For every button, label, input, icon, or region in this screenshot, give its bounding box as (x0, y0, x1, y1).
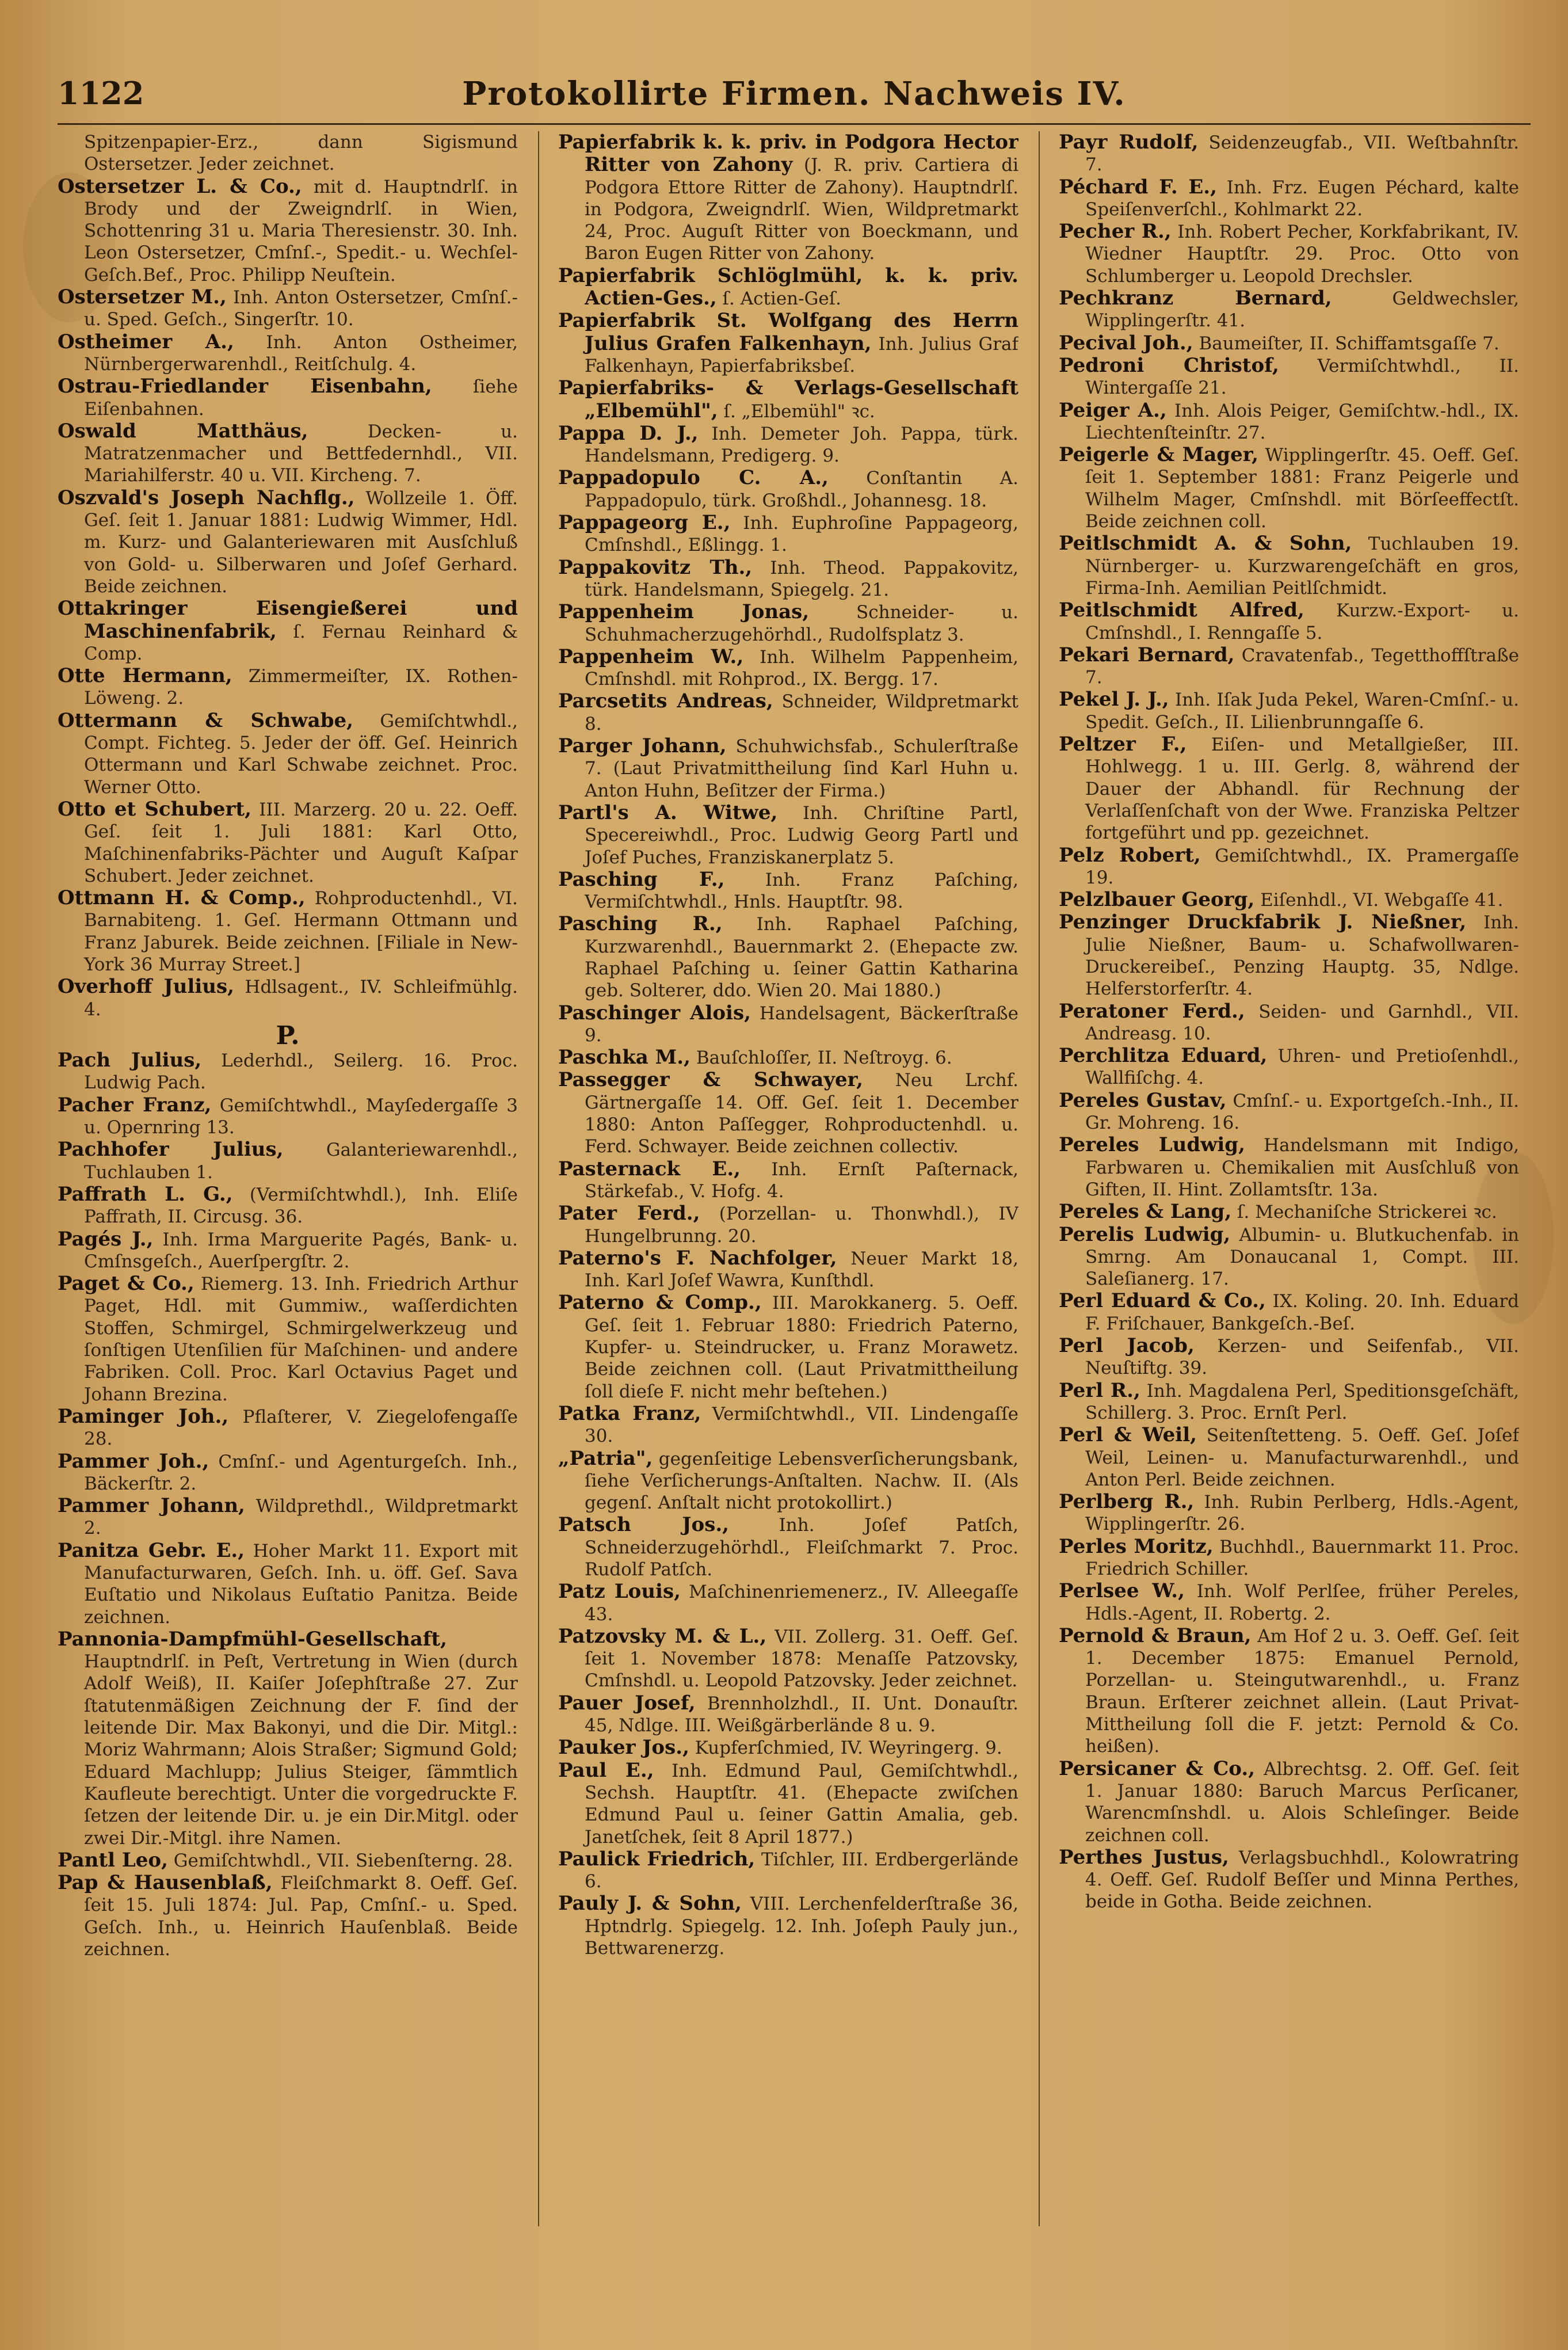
firm-name: Perchlitza Eduard, (1059, 1044, 1268, 1068)
firm-name: Patzovsky M. & L., (558, 1624, 767, 1648)
firm-name: Papierfabrik St. Wolfgang des Herrn Julius Grafen Falkenhayn, (558, 309, 1018, 355)
firm-name: Peitlschmidt Alfred, (1059, 599, 1304, 622)
firm-description: Cmſnſ.- und Agenturgeſch. Inh., Bäckerſtr. 2. (84, 1451, 518, 1494)
directory-entry (1059, 444, 1519, 532)
firm-description: ſ. „Elbemühl" ꝛc. (723, 401, 875, 422)
directory-entry (558, 377, 1018, 422)
firm-name: Parcsetits Andreas, (558, 690, 773, 713)
firm-name: Perl & Weil, (1059, 1423, 1197, 1447)
firm-name: Perelis Ludwig, (1059, 1222, 1231, 1246)
firm-description: III. Marzerg. 20 u. 22. Oeff. Geſ. ſeit 1. Juli 1881: Karl Otto, Maſchinenfabriks-Pächter und Auguſt Kaſpar Schubert. Jeder zeichnet. (84, 799, 518, 886)
directory-entry (58, 1228, 518, 1273)
firm-name: Paget & Co., (58, 1272, 194, 1296)
firm-description: Kerzen- und Seifenfab., VII. Neuſtiftg. 39. (1085, 1336, 1519, 1379)
firm-description: Inh. Chriſtine Partl, Specereiwhdl., Proc. Ludwig Georg Partl und Joſef Puches, Franziskanerplatz 5. (585, 802, 1018, 868)
firm-description: Handelsmann mit Indigo, Farbwaren u. Chemikalien mit Ausſchluß von Giften, II. Hint. Zollamtsſtr. 13a. (1085, 1135, 1519, 1200)
directory-entry (1059, 399, 1519, 444)
firm-description: Neuer Markt 18, Inh. Karl Joſef Wawra, Kunſthdl. (585, 1248, 1018, 1292)
directory-entry (558, 310, 1018, 377)
page-number: 1122 (58, 75, 144, 112)
firm-description: Pflaſterer, V. Ziegelofengaſſe 28. (84, 1406, 518, 1450)
firm-name: Pannonia-Dampfmühl-Gesellschaft, (58, 1627, 447, 1651)
directory-entry (58, 665, 518, 710)
directory-entry (58, 597, 518, 665)
firm-description: Inh. Theod. Pappakovitz, türk. Handelsmann, Spiegelg. 21. (585, 557, 1018, 600)
firm-description: Albrechtsg. 2. Off. Geſ. ſeit 1. Januar 1880: Baruch Marcus Perſicaner, Warencmſnshdl. u. Alois Schleſinger. Beide zeichnen coll. (1085, 1758, 1519, 1846)
firm-description: Eiſen- und Metallgießer, III. Hohlwegg. 1 u. III. Gerlg. 8, während der Dauer der Abhandl. für Rechnung der Verlaſſenſchaft von der Wwe. Franziska Peltzer fortgeführt und pp. gezeichnet. (1085, 734, 1519, 844)
directory-entry (558, 512, 1018, 557)
firm-description: Inh. Edmund Paul, Gemiſchtwhdl., Sechsh. Hauptſtr. 41. (Ehepacte zwiſchen Edmund Paul u. ſeiner Gattin Amalia, geb. Janetſchek, ſeit 8 April 1877.) (585, 1760, 1018, 1848)
directory-entry (558, 557, 1018, 601)
directory-entry (1059, 1758, 1519, 1846)
directory-entry (1059, 688, 1519, 733)
directory-entry (58, 710, 518, 798)
firm-name: Paul E., (558, 1758, 654, 1782)
firm-description: Gemiſchtwhdl., Compt. Fichteg. 5. Jeder der öff. Geſ. Heinrich Ottermann und Karl Schwabe zeichnet. Proc. Werner Otto. (84, 710, 518, 798)
firm-name: Otto et Schubert, (58, 797, 251, 821)
firm-description: Hoher Markt 11. Export mit Manufacturwaren, Geſch. Inh. u. öff. Geſ. Sava Euſtatio und Nikolaus Euſtatio Panitza. Beide zeichnen. (84, 1540, 518, 1628)
firm-description: Inh. Rubin Perlberg, Hdls.-Agent, Wipplingerſtr. 26. (1085, 1492, 1519, 1535)
firm-description: ſ. Mechaniſche Strickerei ꝛc. (1237, 1202, 1497, 1223)
firm-description: Zimmermeiſter, IX. Rothen-Löweng. 2. (84, 666, 518, 709)
firm-name: Paminger Joh., (58, 1404, 229, 1428)
directory-entry (58, 1273, 518, 1406)
directory-entry (58, 176, 518, 286)
directory-entry (558, 735, 1018, 802)
running-title: Protokollirte Firmen. Nachweis IV. (462, 75, 1126, 113)
firm-description: (Vermiſchtwhdl.), Inh. Eliſe Paffrath, II. Circusg. 36. (84, 1184, 518, 1228)
directory-entry (1059, 1224, 1519, 1290)
firm-name: Patsch Jos., (558, 1513, 730, 1537)
directory-entry (558, 1580, 1018, 1625)
firm-name: Perl Jacob, (1059, 1334, 1195, 1358)
firm-description: Inh. Demeter Joh. Pappa, türk. Handelsmann, Predigerg. 9. (585, 423, 1018, 467)
directory-entry (58, 1628, 518, 1849)
firm-name: Oswald Matthäus, (58, 419, 308, 443)
directory-entry (58, 420, 518, 487)
directory-entry (1059, 1424, 1519, 1491)
firm-name: Patka Franz, (558, 1401, 701, 1425)
firm-description: Rohproductenhdl., VI. Barnabiteng. 1. Geſ. Hermann Ottmann und Franz Jaburek. Beide zeichnen. [Filiale in New-York 36 Murray Street.] (84, 888, 518, 975)
firm-description: Baumeiſter, II. Schiffamtsgaſſe 7. (1199, 333, 1500, 354)
firm-description: Seiden- und Garnhdl., VII. Andreasg. 10. (1085, 1001, 1519, 1044)
firm-name: „Patria", (558, 1446, 653, 1470)
directory-entry (558, 1736, 1018, 1759)
firm-description: Vermiſchtwhdl., VII. Lindengaſſe 30. (585, 1403, 1018, 1447)
firm-name: Pappenheim Jonas, (558, 600, 810, 624)
firm-description: Inh. Raphael Paſching, Kurzwarenhdl., Bauernmarkt 2. (Ehepacte zw. Raphael Paſching u. ſeiner Gattin Katharina geb. Solterer, ddo. Wien 20. Mai 1880.) (585, 914, 1018, 1001)
directory-entry (558, 1002, 1018, 1047)
column-divider (538, 131, 539, 2226)
firm-description: Inh. Alois Peiger, Gemiſchtw.-hdl., IX. Liechtenſteinſtr. 27. (1085, 400, 1519, 443)
firm-description: Inh. Franz Paſching, Vermiſchtwhdl., Hnls. Hauptſtr. 98. (585, 869, 1018, 913)
firm-name: Paschinger Alois, (558, 1001, 751, 1024)
directory-entry (1059, 889, 1519, 911)
firm-name: Ostrau-Friedlander Eisenbahn, (58, 375, 432, 398)
section-letter: P. (276, 1020, 300, 1050)
firm-description: Bauſchloſſer, II. Neſtroyg. 6. (696, 1048, 952, 1069)
firm-name: Pachhofer Julius, (58, 1138, 284, 1161)
firm-name: Pappadopulo C. A., (558, 466, 829, 490)
directory-entry (58, 1406, 518, 1450)
directory-entry (558, 1202, 1018, 1247)
firm-name: Pappa D. J., (558, 421, 699, 445)
directory-entry (1059, 1134, 1519, 1201)
firm-name: Pekari Bernard, (1059, 643, 1235, 666)
firm-name: Pasching F., (558, 867, 725, 891)
firm-name: Peigerle & Mager, (1059, 443, 1258, 467)
directory-entry (58, 1094, 518, 1139)
directory-entry (558, 467, 1018, 512)
directory-entry (558, 869, 1018, 913)
directory-entry (1059, 1625, 1519, 1758)
firm-name: Pasching R., (558, 912, 723, 936)
firm-description: Lederhdl., Seilerg. 16. Proc. Ludwig Pach. (84, 1050, 518, 1094)
firm-name: Pedroni Christof, (1059, 353, 1279, 377)
directory-entry (58, 887, 518, 976)
firm-name: Perthes Justus, (1059, 1845, 1229, 1869)
firm-description: Seidenzeugfab., VII. Weſtbahnſtr. 7. (1085, 132, 1519, 176)
firm-name: Péchard F. E., (1059, 175, 1217, 199)
directory-entry (1059, 1846, 1519, 1913)
directory-entry (58, 1849, 518, 1872)
firm-name: Parger Johann, (558, 734, 727, 758)
directory-entry (558, 913, 1018, 1001)
directory-entry (58, 1872, 518, 1960)
directory-entry (558, 802, 1018, 869)
directory-entry (58, 375, 518, 420)
firm-description: Galanteriewarenhdl., Tuchlauben 1. (84, 1140, 518, 1183)
directory-entry (1059, 220, 1519, 287)
directory-entry (558, 1247, 1018, 1292)
firm-description: Neu Lrchf. Gärtnergaſſe 14. Off. Geſ. ſeit 1. December 1880: Anton Paſſegger, Rohproductenhdl. u. Ferd. Schwayer. Beide zeichnen collectiv. (585, 1070, 1018, 1157)
firm-description: Uhren- und Pretioſenhdl., Wallfiſchg. 4. (1085, 1046, 1519, 1089)
firm-description: Schuhwichsfab., Schulerſtraße 7. (Laut Privatmittheilung ſind Karl Huhn u. Anton Huhn, Beſitzer der Firma.) (585, 736, 1018, 801)
firm-name: Papierfabrik k. k. priv. in Podgora Hector Ritter von Zahony (558, 131, 1018, 177)
firm-name: Pammer Johann, (58, 1494, 245, 1518)
directory-entry (558, 1403, 1018, 1448)
firm-description: Inh. Anton Ostersetzer, Cmſnſ.- u. Sped. Geſch., Singerſtr. 10. (84, 287, 518, 330)
directory-entry (58, 331, 518, 376)
directory-entry (1059, 1290, 1519, 1335)
firm-description: Cravatenfab., Tegetthoffſtraße 7. (1085, 645, 1519, 688)
firm-name: Peitlschmidt A. & Sohn, (1059, 532, 1352, 555)
directory-entry (1059, 1380, 1519, 1425)
directory-entry (558, 1046, 1018, 1069)
directory-entry (558, 1158, 1018, 1203)
directory-entry (1059, 355, 1519, 399)
firm-name: Peiger A., (1059, 398, 1167, 422)
firm-name: Perl R., (1059, 1378, 1140, 1402)
firm-description: Inh. Julius Graf Falkenhayn, Papierfabriksbeſ. (585, 333, 1018, 376)
firm-name: Pereles Ludwig, (1059, 1133, 1245, 1157)
firm-name: Pap & Hausenblaß, (58, 1871, 273, 1895)
firm-name: Peratoner Ferd., (1059, 999, 1245, 1023)
directory-entry (58, 1138, 518, 1183)
firm-name: Panitza Gebr. E., (58, 1538, 245, 1562)
firm-description: Brennholzhdl., II. Unt. Donauſtr. 45, Ndlge. III. Weißgärberlände 8 u. 9. (585, 1693, 1018, 1736)
firm-description: Inh. Ernſt Paſternack, Stärkefab., V. Hofg. 4. (585, 1159, 1018, 1202)
directory-entry (1059, 644, 1519, 689)
directory-entry (58, 976, 518, 1020)
firm-description: Geldwechsler, Wipplingerſtr. 41. (1085, 288, 1519, 332)
firm-name: Pauly J. & Sohn, (558, 1892, 742, 1915)
firm-description: Fleiſchmarkt 8. Oeff. Geſ. ſeit 15. Juli 1874: Jul. Pap, Cmſnſ.- u. Sped. Geſch. Inh., u. Heinrich Hauſenblaß. Beide zeichnen. (84, 1873, 518, 1960)
firm-description: Conſtantin A. Pappadopulo, türk. Großhdl., Johannesg. 18. (585, 468, 1018, 511)
firm-name: Passegger & Schwayer, (558, 1068, 863, 1092)
directory-entry (58, 487, 518, 597)
directory-entry (1059, 1491, 1519, 1536)
firm-name: Pereles Gustav, (1059, 1088, 1227, 1112)
firm-name: Oszvald's Joseph Nachflg., (58, 486, 355, 509)
column-1 (58, 131, 518, 2226)
firm-description: Handelsagent, Bäckerſtraße 9. (585, 1003, 1018, 1046)
column-2 (558, 131, 1018, 2226)
directory-entry (558, 422, 1018, 467)
directory-entry (1059, 599, 1519, 644)
firm-description: Kurzw.-Export- u. Cmſnshdl., I. Renngaſſe 5. (1085, 600, 1519, 643)
firm-description: Wollzeile 1. Öff. Geſ. ſeit 1. Januar 1881: Ludwig Wimmer, Hdl. m. Kurz- und Galanteriewaren mit Ausſchluß von Gold- u. Silberwaren und Joſef Gerhard. Beide zeichnen. (84, 487, 518, 597)
firm-description: ſ. Actien-Geſ. (722, 288, 842, 310)
firm-description: Gemiſchtwhdl., IX. Pramergaſſe 19. (1085, 845, 1519, 888)
firm-description: Gemiſchtwhdl., VII. Siebenſterng. 28. (173, 1850, 513, 1871)
directory-entry (558, 1514, 1018, 1580)
directory-entry (58, 1540, 518, 1628)
column-divider (1039, 131, 1040, 2226)
directory-entry (1059, 287, 1519, 332)
firm-name: Pauer Josef, (558, 1691, 696, 1715)
firm-name: Pechkranz Bernard, (1059, 287, 1332, 310)
firm-name: Pappageorg E., (558, 511, 731, 535)
firm-description: Seitenſtetteng. 5. Oeff. Geſ. Joſef Weil, Leinen- u. Manufacturwarenhdl., und Anton Perl. Beide zeichnen. (1085, 1425, 1519, 1490)
firm-name: Papierfabrik Schlöglmühl, k. k. priv. Actien-Ges., (558, 264, 1018, 310)
firm-description: Maſchinenriemenerz., IV. Alleegaſſe 43. (585, 1582, 1018, 1625)
directory-entry (1059, 131, 1519, 176)
firm-description: Inh. Euphroſine Pappageorg, Cmſnshdl., Eßlingg. 1. (585, 513, 1018, 556)
directory-entry (1059, 1000, 1519, 1045)
firm-name: Pecival Joh., (1059, 331, 1193, 355)
directory-entry (1059, 1201, 1519, 1223)
firm-name: Patz Louis, (558, 1580, 681, 1604)
firm-description: VIII. Lerchenfelderſtraße 36, Hptndrlg. Spiegelg. 12. Inh. Joſeph Pauly jun., Bettwarenerzg. (585, 1894, 1018, 1959)
firm-description: Hdlsagent., IV. Schleifmühlg. 4. (84, 977, 518, 1020)
directory-entry (558, 646, 1018, 691)
firm-description: Hauptndrlſ. in Peſt, Vertretung in Wien (durch Adolf Weiß), II. Kaiſer Joſephſtraße 27. Zur ſtatutenmäßigen Zeichnung der F. ſind der leitende Dir. Max Bakonyi, und die Dir. Mitgl.: Moriz Wahrmann; Alois Straßer; Sigmund Gold; Eduard Machlupp; Julius Steiger, ſämmtlich Kaufleute berechtigt. Unter die vorgedruckte F. ſetzen der leitende Dir. u. je ein Dir.Mitgl. oder zwei Dir.-Mitgl. ihre Namen. (84, 1651, 518, 1849)
firm-name: Perlberg R., (1059, 1490, 1195, 1514)
directory-entry (558, 1759, 1018, 1848)
directory-entry (58, 286, 518, 331)
firm-description: Buchhdl., Bauernmarkt 11. Proc. Friedrich Schiller. (1085, 1536, 1519, 1579)
firm-name: Paulick Friedrich, (558, 1847, 756, 1871)
directory-entry (58, 1495, 518, 1540)
firm-description: Inh. Julie Nießner, Baum- u. Schafwollwaren-Druckereibeſ., Penzing Hauptg. 35, Ndlge. Helferstorferſtr. 4. (1085, 912, 1519, 1000)
firm-name: Pekel J. J., (1059, 688, 1169, 711)
firm-name: Paterno's F. Nachfolger, (558, 1246, 837, 1270)
firm-name: Ostheimer A., (58, 330, 234, 353)
directory-entry (1059, 911, 1519, 1000)
firm-description: Inh. Anton Ostheimer, Nürnbergerwarenhdl., Reitſchulg. 4. (84, 332, 518, 375)
directory-entry (58, 798, 518, 887)
firm-description: Inh. Frz. Eugen Péchard, kalte Speiſenverſchl., Kohlmarkt 22. (1085, 177, 1519, 220)
firm-name: Pammer Joh., (58, 1449, 209, 1473)
firm-name: Pasternack E., (558, 1157, 741, 1180)
directory-entry (558, 1625, 1018, 1692)
firm-description: Tuchlauben 19. Nürnberger- u. Kurzwarengeſchäft en gros, Firma-Inh. Aemilian Peitlſchmidt. (1085, 534, 1519, 599)
firm-description: Eiſenhdl., VI. Webgaſſe 41. (1260, 890, 1504, 911)
firm-description: Riemerg. 13. Inh. Friedrich Arthur Paget, Hdl. mit Gummiw., waſſerdichten Stoffen, Schmirgel, Schmirgelwerkzeug und ſonſtigen Utenſilien für Maſchinen- und andere Fabriken. Coll. Proc. Karl Octavius Paget und Johann Brezina. (84, 1274, 518, 1405)
firm-description: Inh. Robert Pecher, Korkfabrikant, IV. Wiedner Hauptſtr. 29. Proc. Otto von Schlumberger u. Leopold Drechsler. (1085, 222, 1519, 287)
firm-description: mit d. Hauptndrlſ. in Brody und der Zweigndrlſ. in Wien, Schottenring 31 u. Maria Theresienstr. 30. Inh. Leon Ostersetzer, Cmſnſ.-, Spedit.- u. Wechſel-Geſch.Bef., Proc. Philipp Neuſtein. (84, 176, 518, 285)
directory-entry (558, 1069, 1018, 1157)
firm-name: Ottakringer Eisengießerei und Maschinenfabrik, (58, 597, 518, 643)
firm-description: (J. R. priv. Cartiera di Podgora Ettore Ritter de Zahony). Hauptndrlſ. in Podgora, Zweigndrlſ. Wien, Wildpretmarkt 24, Proc. Auguſt Ritter von Boeckmann, und Baron Eugen Ritter von Zahony. (585, 155, 1018, 264)
firm-description: Verlagsbuchhdl., Kolowratring 4. Oeff. Geſ. Rudolf Beſſer und Minna Perthes, beide in Gotha. Beide zeichnen. (1085, 1847, 1519, 1913)
page-header (58, 75, 1531, 115)
directory-entry (558, 1892, 1018, 1959)
firm-description: ſ. Fernau Reinhard & Comp. (84, 621, 518, 664)
firm-description: gegenſeitige Lebensverſicherungsbank, ſiehe Verſicherungs-Anſtalten. Nachw. II. (Als gegenſ. Anſtalt nicht protokollirt.) (585, 1448, 1018, 1514)
continued-entry-text: Spitzenpapier-Erz., dann Sigismund Ostersetzer. Jeder zeichnet. (84, 132, 518, 175)
column-3 (1059, 131, 1519, 2226)
firm-name: Pagés J., (58, 1227, 154, 1251)
directory-entry (1059, 844, 1519, 889)
firm-description: Inh. Wolf Perlſee, früher Pereles, Hdls.-Agent, II. Robertg. 2. (1085, 1581, 1519, 1624)
directory-entry (58, 1049, 518, 1094)
firm-name: Pereles & Lang, (1059, 1200, 1232, 1224)
firm-name: Penzinger Druckfabrik J. Nießner, (1059, 911, 1467, 934)
firm-name: Pappakovitz Th., (558, 555, 753, 579)
firm-name: Perles Moritz, (1059, 1534, 1214, 1558)
firm-description: Schneider- u. Schuhmacherzugehörhdl., Rudolfsplatz 3. (585, 602, 1018, 645)
firm-name: Pach Julius, (58, 1049, 202, 1072)
firm-name: Paschka M., (558, 1046, 690, 1069)
directory-entry (558, 265, 1018, 310)
directory-entry (558, 690, 1018, 735)
firm-name: Pelz Robert, (1059, 843, 1201, 867)
directory-entry (1059, 1335, 1519, 1380)
firm-description: Kupferſchmied, IV. Weyringerg. 9. (695, 1738, 1002, 1759)
firm-description: IX. Koling. 20. Inh. Eduard F. Friſchauer, Bankgeſch.-Beſ. (1085, 1291, 1519, 1334)
firm-description: Cmſnſ.- u. Exportgeſch.-Inh., II. Gr. Mohreng. 16. (1085, 1090, 1519, 1134)
text-columns (58, 131, 1531, 2226)
firm-description: VII. Zollerg. 31. Oeff. Geſ. ſeit 1. November 1878: Menaſſe Patzovsky, Cmſnshdl. u. Leopold Patzovsky. Jeder zeichnet. (585, 1626, 1018, 1692)
firm-description: Tiſchler, III. Erdbergerlände 6. (585, 1849, 1018, 1892)
firm-description: Wipplingerſtr. 45. Oeff. Geſ. ſeit 1. September 1881: Franz Peigerle und Wilhelm Mager, Cmſnshdl. mit Börſeeffectſt. Beide zeichnen coll. (1085, 445, 1519, 532)
directory-entry (558, 1848, 1018, 1893)
firm-description: Wildprethdl., Wildpretmarkt 2. (84, 1496, 518, 1539)
firm-description: Inh. Wilhelm Pappenheim, Cmſnshdl. mit Rohprod., IX. Bergg. 17. (585, 646, 1018, 690)
firm-description: ſiehe Eiſenbahnen. (84, 376, 518, 420)
firm-description: Inh. Joſef Patſch, Schneiderzugehörhdl., Fleiſchmarkt 7. Proc. Rudolf Patſch. (585, 1515, 1018, 1580)
firm-description: Vermiſchtwhdl., II. Wintergaſſe 21. (1085, 355, 1519, 399)
directory-entry (1059, 176, 1519, 221)
directory-entry (1059, 1536, 1519, 1580)
directory-entry (558, 131, 1018, 265)
firm-name: Pernold & Braun, (1059, 1624, 1252, 1647)
directory-entry (58, 1450, 518, 1495)
firm-name: Paffrath L. G., (58, 1182, 233, 1206)
firm-name: Pelzlbauer Georg, (1059, 888, 1255, 912)
firm-name: Partl's A. Witwe, (558, 801, 778, 824)
directory-entry (1059, 1580, 1519, 1625)
firm-description: Inh. Iſak Juda Pekel, Waren-Cmſnſ.- u. Spedit. Geſch., II. Lilienbrunngaſſe 6. (1085, 690, 1519, 733)
directory-entry (58, 1183, 518, 1228)
firm-description: Inh. Magdalena Perl, Speditionsgeſchäft, Schillerg. 3. Proc. Ernſt Perl. (1085, 1380, 1519, 1423)
directory-entry (1059, 332, 1519, 355)
firm-name: Ottmann H. & Comp., (58, 886, 306, 910)
firm-description: (Porzellan- u. Thonwhdl.), IV Hungelbrunng. 20. (585, 1203, 1018, 1247)
firm-name: Pecher R., (1059, 220, 1172, 243)
firm-name: Papierfabriks- & Verlags-Gesellschaft „Elbemühl", (558, 376, 1018, 422)
firm-name: Pater Ferd., (558, 1202, 700, 1225)
directory-entry (558, 1692, 1018, 1737)
firm-name: Persicaner & Co., (1059, 1757, 1256, 1780)
firm-name: Ottermann & Schwabe, (58, 709, 353, 732)
directory-entry (1059, 733, 1519, 844)
directory-entry (1059, 1090, 1519, 1134)
firm-description: Decken- u. Matratzenmacher und Bettfedernhdl., VII. Mariahilferstr. 40 u. VII. Kircheng. 7. (84, 421, 518, 486)
directory-entry (1059, 532, 1519, 599)
firm-name: Pacher Franz, (58, 1093, 212, 1117)
firm-description: Schneider, Wildpretmarkt 8. (585, 691, 1018, 734)
firm-name: Payr Rudolf, (1059, 131, 1199, 154)
firm-description: Albumin- u. Blutkuchenfab. in Smrng. Am Donaucanal 1, Compt. III. Saleſianerg. 17. (1085, 1224, 1519, 1290)
firm-name: Perl Eduard & Co., (1059, 1289, 1266, 1313)
firm-name: Otte Hermann, (58, 664, 232, 688)
firm-name: Ostersetzer M., (58, 285, 227, 309)
directory-entry (1059, 1045, 1519, 1090)
firm-name: Paterno & Comp., (558, 1291, 762, 1315)
firm-description: Am Hof 2 u. 3. Oeff. Geſ. ſeit 1. December 1875: Emanuel Pernold, Porzellan- u. Steingutwarenhdl., u. Franz Braun. Erſterer zeichnet allein. (Laut Privat-Mittheilung ſoll die F. jetzt: Pernold & Co. heißen). (1085, 1625, 1519, 1757)
firm-name: Peltzer F., (1059, 733, 1187, 756)
header-rule (58, 123, 1531, 125)
firm-description: III. Marokkanerg. 5. Oeff. Geſ. ſeit 1. Februar 1880: Friedrich Paterno, Kupfer- u. Steindrucker, u. Franz Morawetz. Beide zeichnen coll. (Laut Privatmittheilung ſoll dieſe F. nicht mehr beſtehen.) (585, 1293, 1018, 1402)
firm-name: Perlsee W., (1059, 1579, 1185, 1603)
firm-description: Gemiſchtwhdl., Mayſedergaſſe 3 u. Opernring 13. (84, 1095, 518, 1138)
firm-name: Pantl Leo, (58, 1848, 168, 1872)
firm-description: Inh. Irma Marguerite Pagés, Bank- u. Cmſnsgeſch., Auerſpergſtr. 2. (84, 1229, 518, 1272)
directory-entry (558, 1448, 1018, 1514)
directory-entry (558, 601, 1018, 646)
firm-name: Pauker Jos., (558, 1736, 689, 1759)
directory-entry (558, 1292, 1018, 1402)
firm-name: Overhoff Julius, (58, 975, 234, 999)
firm-name: Ostersetzer L. & Co., (58, 174, 302, 198)
firm-name: Pappenheim W., (558, 645, 744, 668)
